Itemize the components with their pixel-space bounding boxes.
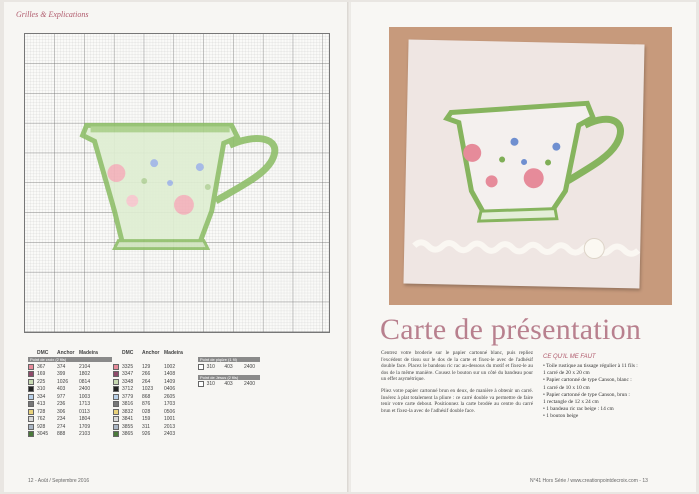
key-row <box>113 378 197 386</box>
key-cell: 977 <box>57 393 66 400</box>
symbol-swatch <box>28 431 34 437</box>
key-cell: 888 <box>57 431 66 438</box>
teacup-embroidery <box>403 40 644 289</box>
key-row <box>198 363 260 371</box>
symbol-swatch <box>28 379 34 385</box>
key-cell: 374 <box>57 363 66 370</box>
key-cell: 266 <box>142 371 151 378</box>
key-row <box>28 423 112 431</box>
key-row <box>113 371 197 379</box>
key-cell: 728 <box>37 408 46 415</box>
symbol-swatch <box>113 386 119 392</box>
key-cell: 225 <box>37 378 46 385</box>
key-cell: 2400 <box>79 386 91 393</box>
key-cell: 3865 <box>122 431 134 438</box>
key-cell: 3045 <box>37 431 49 438</box>
symbol-swatch <box>28 416 34 422</box>
key-row <box>113 386 197 394</box>
instructions-text <box>381 350 533 419</box>
symbol-swatch <box>113 394 119 400</box>
instructions-paragraph: Centrez votre broderie sur le papier cartonné blanc, puis repliez l'excédent de tissu sur le dos de la carte et fixez-le avec de l'adhésif double face. Placez le bandeau ric rac au-dessous du motif et fixez-le au dos de la même manière. Cousez le bouton sur un côté du bandeau pour un effet asymétrique. <box>381 350 533 383</box>
key-cell: 3779 <box>122 393 134 400</box>
key-row <box>28 393 112 401</box>
symbol-swatch <box>113 416 119 422</box>
cross-stitch-chart <box>24 33 330 333</box>
key-cell: 1703 <box>164 401 176 408</box>
key-cell: 1409 <box>164 378 176 385</box>
key-cell: 3841 <box>122 416 134 423</box>
key-cell: 159 <box>142 416 151 423</box>
key-cell: 1713 <box>79 401 91 408</box>
key-cell: 3712 <box>122 386 134 393</box>
key-cell: 367 <box>37 363 46 370</box>
materials-heading: CE QU'IL ME FAUT <box>543 354 596 360</box>
key-row <box>28 401 112 409</box>
key-row <box>28 363 112 371</box>
key-cell: 310 <box>206 363 215 370</box>
key-cell: 234 <box>57 416 66 423</box>
key-header: DMC Anchor Madeira <box>37 350 98 356</box>
key-cell: 028 <box>142 408 151 415</box>
key-cell: 928 <box>37 423 46 430</box>
key-row <box>113 431 197 439</box>
key-cell: 3347 <box>122 371 134 378</box>
key-row <box>113 393 197 401</box>
materials-item: • 1 bandeau ric rac beige : 14 cm <box>543 406 614 413</box>
key-cell: 2103 <box>79 431 91 438</box>
key-cell: 1804 <box>79 416 91 423</box>
key-cell: 3325 <box>122 363 134 370</box>
folio-left: 12 - Août / Septembre 2016 <box>28 478 90 484</box>
materials-item: 1 carré de 20 x 20 cm <box>543 370 590 377</box>
key-row <box>28 386 112 394</box>
key-cell: 264 <box>142 378 151 385</box>
key-cell: 306 <box>57 408 66 415</box>
key-cell: 762 <box>37 416 46 423</box>
key-cell: 2403 <box>164 431 176 438</box>
materials-item: • Toile rustique au tissage régulier à 11 fils : <box>543 363 638 369</box>
running-head: Grilles & Explications <box>16 10 89 19</box>
symbol-swatch <box>113 431 119 437</box>
key-cell: 403 <box>57 386 66 393</box>
key-cell: 403 <box>224 363 233 370</box>
key-cell: 2104 <box>79 363 91 370</box>
key-cell: 399 <box>57 371 66 378</box>
key-cell: 403 <box>224 381 233 388</box>
key-cell: 926 <box>142 431 151 438</box>
materials-item: 1 carré de 10 x 10 cm <box>543 384 590 391</box>
key-header: DMC Anchor Madeira <box>122 350 183 356</box>
key-subheader: Point de piqûre (1 fil) <box>198 357 260 362</box>
key-cell: 2400 <box>243 381 256 388</box>
key-cell: 1026 <box>57 378 69 385</box>
key-cell: 2400 <box>243 363 256 370</box>
symbol-swatch <box>113 409 119 415</box>
key-subheader: Point de croix (2 fils) <box>28 357 112 362</box>
key-cell: 1002 <box>164 363 176 370</box>
key-cell: 1023 <box>142 386 154 393</box>
symbol-swatch <box>113 424 119 430</box>
key-cell: 3816 <box>122 401 134 408</box>
key-cell: 0506 <box>164 408 176 415</box>
key-row <box>113 401 197 409</box>
symbol-swatch <box>113 379 119 385</box>
key-row <box>113 363 197 371</box>
thread-key-3 <box>198 357 260 388</box>
materials-item: • 1 bouton beige <box>543 413 579 420</box>
materials-item: 1 rectangle de 12 x 24 cm <box>543 399 599 406</box>
key-cell: 2605 <box>164 393 176 400</box>
key-cell: 876 <box>142 401 151 408</box>
key-row <box>113 423 197 431</box>
key-row <box>113 408 197 416</box>
key-cell: 129 <box>142 363 151 370</box>
symbol-swatch <box>28 394 34 400</box>
instructions-paragraph: Pliez votre papier cartonné brun en deux, de manière à obtenir un carré. Insérez à plat totalement la pliure : ce carré double va permettre de faire tenir votre carte debout. Positionnez la carte brodée au centre du carré brun et fixez-la avec de l'adhésif double face. <box>381 387 533 414</box>
symbol-swatch <box>198 381 204 387</box>
symbol-swatch <box>113 364 119 370</box>
folio-right: N°41 Hors Série / www.creationpointdecroix.com - 13 <box>530 478 648 484</box>
key-cell: 413 <box>37 401 46 408</box>
key-row <box>28 408 112 416</box>
materials-list <box>543 363 683 421</box>
key-subheader: Point de Jésus (2 fils) <box>198 375 260 380</box>
key-row <box>28 416 112 424</box>
symbol-swatch <box>28 401 34 407</box>
key-cell: 1802 <box>79 371 91 378</box>
embroidered-card <box>403 40 644 289</box>
key-cell: 274 <box>57 423 66 430</box>
key-cell: 1408 <box>164 371 176 378</box>
symbol-swatch <box>113 371 119 377</box>
key-cell: 868 <box>142 393 151 400</box>
key-cell: 1001 <box>164 416 176 423</box>
symbol-swatch <box>28 371 34 377</box>
key-cell: 310 <box>206 381 215 388</box>
key-row <box>28 431 112 439</box>
key-row <box>28 378 112 386</box>
key-cell: 169 <box>37 371 46 378</box>
key-row <box>198 381 260 389</box>
key-cell: 334 <box>37 393 46 400</box>
key-cell: 0406 <box>164 386 176 393</box>
key-cell: 2013 <box>164 423 176 430</box>
key-cell: 3855 <box>122 423 134 430</box>
key-cell: 311 <box>142 423 150 430</box>
symbol-swatch <box>198 364 204 370</box>
key-cell: 3832 <box>122 408 134 415</box>
symbol-swatch <box>28 424 34 430</box>
thread-key-1 <box>28 350 112 438</box>
key-cell: 310 <box>37 386 46 393</box>
key-cell: 1709 <box>79 423 91 430</box>
key-cell: 0814 <box>79 378 91 385</box>
symbol-swatch <box>28 364 34 370</box>
thread-key-2 <box>113 350 197 438</box>
materials-item: • Papier cartonné de type Canson, blanc : <box>543 377 632 384</box>
symbol-swatch <box>113 401 119 407</box>
key-cell: 3348 <box>122 378 134 385</box>
key-cell: 236 <box>57 401 66 408</box>
symbol-swatch <box>28 386 34 392</box>
symbol-swatch <box>28 409 34 415</box>
key-row <box>113 416 197 424</box>
key-row <box>28 371 112 379</box>
key-cell: 0113 <box>79 408 90 415</box>
materials-item: • Papier cartonné de type Canson, brun : <box>543 391 630 398</box>
page-title: Carte de présentation <box>380 313 642 346</box>
key-cell: 1003 <box>79 393 91 400</box>
